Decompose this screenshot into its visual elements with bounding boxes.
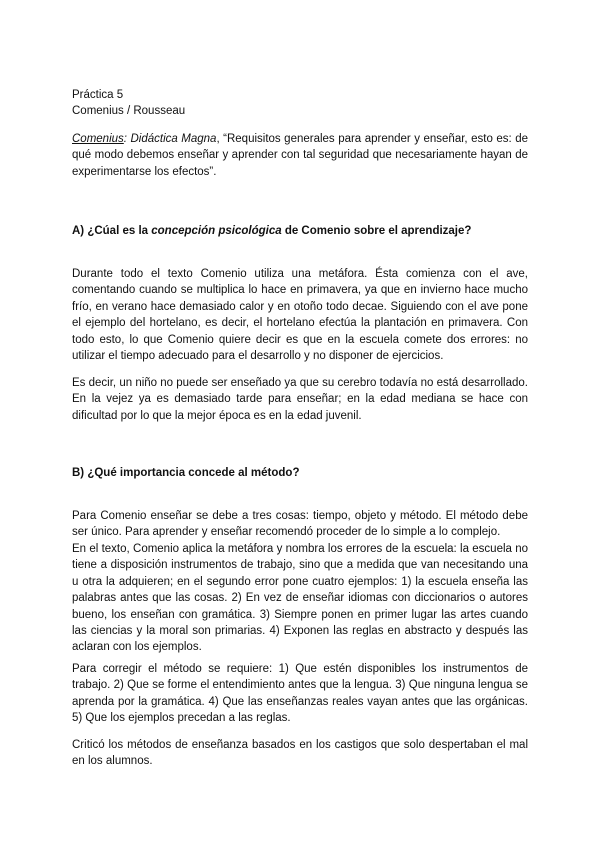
section-b-paragraph-1: Para Comenio enseñar se debe a tres cosas: tiempo, objeto y método. El método debe ser único. Para aprender y enseñar recomendó proceder de lo simple a lo complejo.: [72, 510, 528, 539]
section-a-heading-emphasis: concepción psicológica: [151, 225, 282, 237]
section-b-paragraph-2: En el texto, Comenio aplica la metáfora y nombra los errores de la escuela: la escuela no tiene a disposición instrumentos de trabajo, sino que a medida que van necesitando una u otra la adquieren; en el segundo error pone cuatro ejemplos: 1) la escuela enseña las palabras antes que las cosas. 2) En vez de enseñar idiomas con diccionarios o autores bueno, los enseñan con gramática. 3) Siempre ponen en primer lugar las artes cuando las ciencias y la moral son primarias. 4) Exponen las reglas en abstracto y después las aclaran con los ejemplos.: [72, 543, 528, 654]
section-b-paragraph-4: Criticó los métodos de enseñanza basados en los castigos que solo despertaban el mal en los alumnos.: [72, 739, 528, 768]
practice-title: Práctica 5: [72, 89, 124, 101]
section-a-paragraph-2: Es decir, un niño no puede ser enseñado ya que su cerebro todavía no está desarrollado. En la vejez ya es demasiado tarde para enseñar; en la edad mediana se hace con dificultad por lo que la mejor época es en la edad juvenil.: [72, 377, 528, 422]
section-a-heading-suffix: de Comenio sobre el aprendizaje?: [281, 225, 472, 237]
document-header: [72, 87, 528, 120]
section-a-paragraph-1: Durante todo el texto Comenio utiliza una metáfora. Ésta comienza con el ave, comentando cuando se multiplica lo hace en primavera, ya que en invierno hace mucho frío, en verano hace demasiado calor y en otoño todo decae. Siguiendo con el ave pone el ejemplo del hortelano, es decir, el hortelano efectúa la plantación en primavera. Con todo esto, lo que Comenio quiere decir es que en la escuela comete dos errores: no utilizar el tiempo adecuado para el desarrollo y no disponer de ejercicios.: [72, 268, 528, 363]
section-b-paragraph-3: Para corregir el método se requiere: 1) Que estén disponibles los instrumentos de trabajo. 2) Que se forme el entendimiento antes que la lengua. 3) Que ninguna lengua se aprenda por la gramática. 4) Que las enseñanzas reales vayan antes que las orgánicas. 5) Que los ejemplos precedan a las reglas.: [72, 663, 528, 725]
quote-work-title: Didáctica Magna: [130, 133, 217, 145]
section-a-heading-prefix: A) ¿Cúal es la: [72, 225, 152, 237]
intro-quote: [72, 131, 528, 180]
quote-author: Comenius: [72, 133, 124, 145]
quote-separator: :: [123, 133, 131, 145]
authors-subtitle: Comenius / Rousseau: [72, 105, 186, 118]
quote-text: , “Requisitos generales para aprender y enseñar, esto es: de qué modo debemos enseñar y aprender con tal seguridad que necesariamente hayan de experimentarse los efectos”.: [72, 133, 528, 178]
section-b-heading: B) ¿Qué importancia concede al método?: [72, 467, 300, 479]
section-a-heading: [72, 223, 528, 239]
